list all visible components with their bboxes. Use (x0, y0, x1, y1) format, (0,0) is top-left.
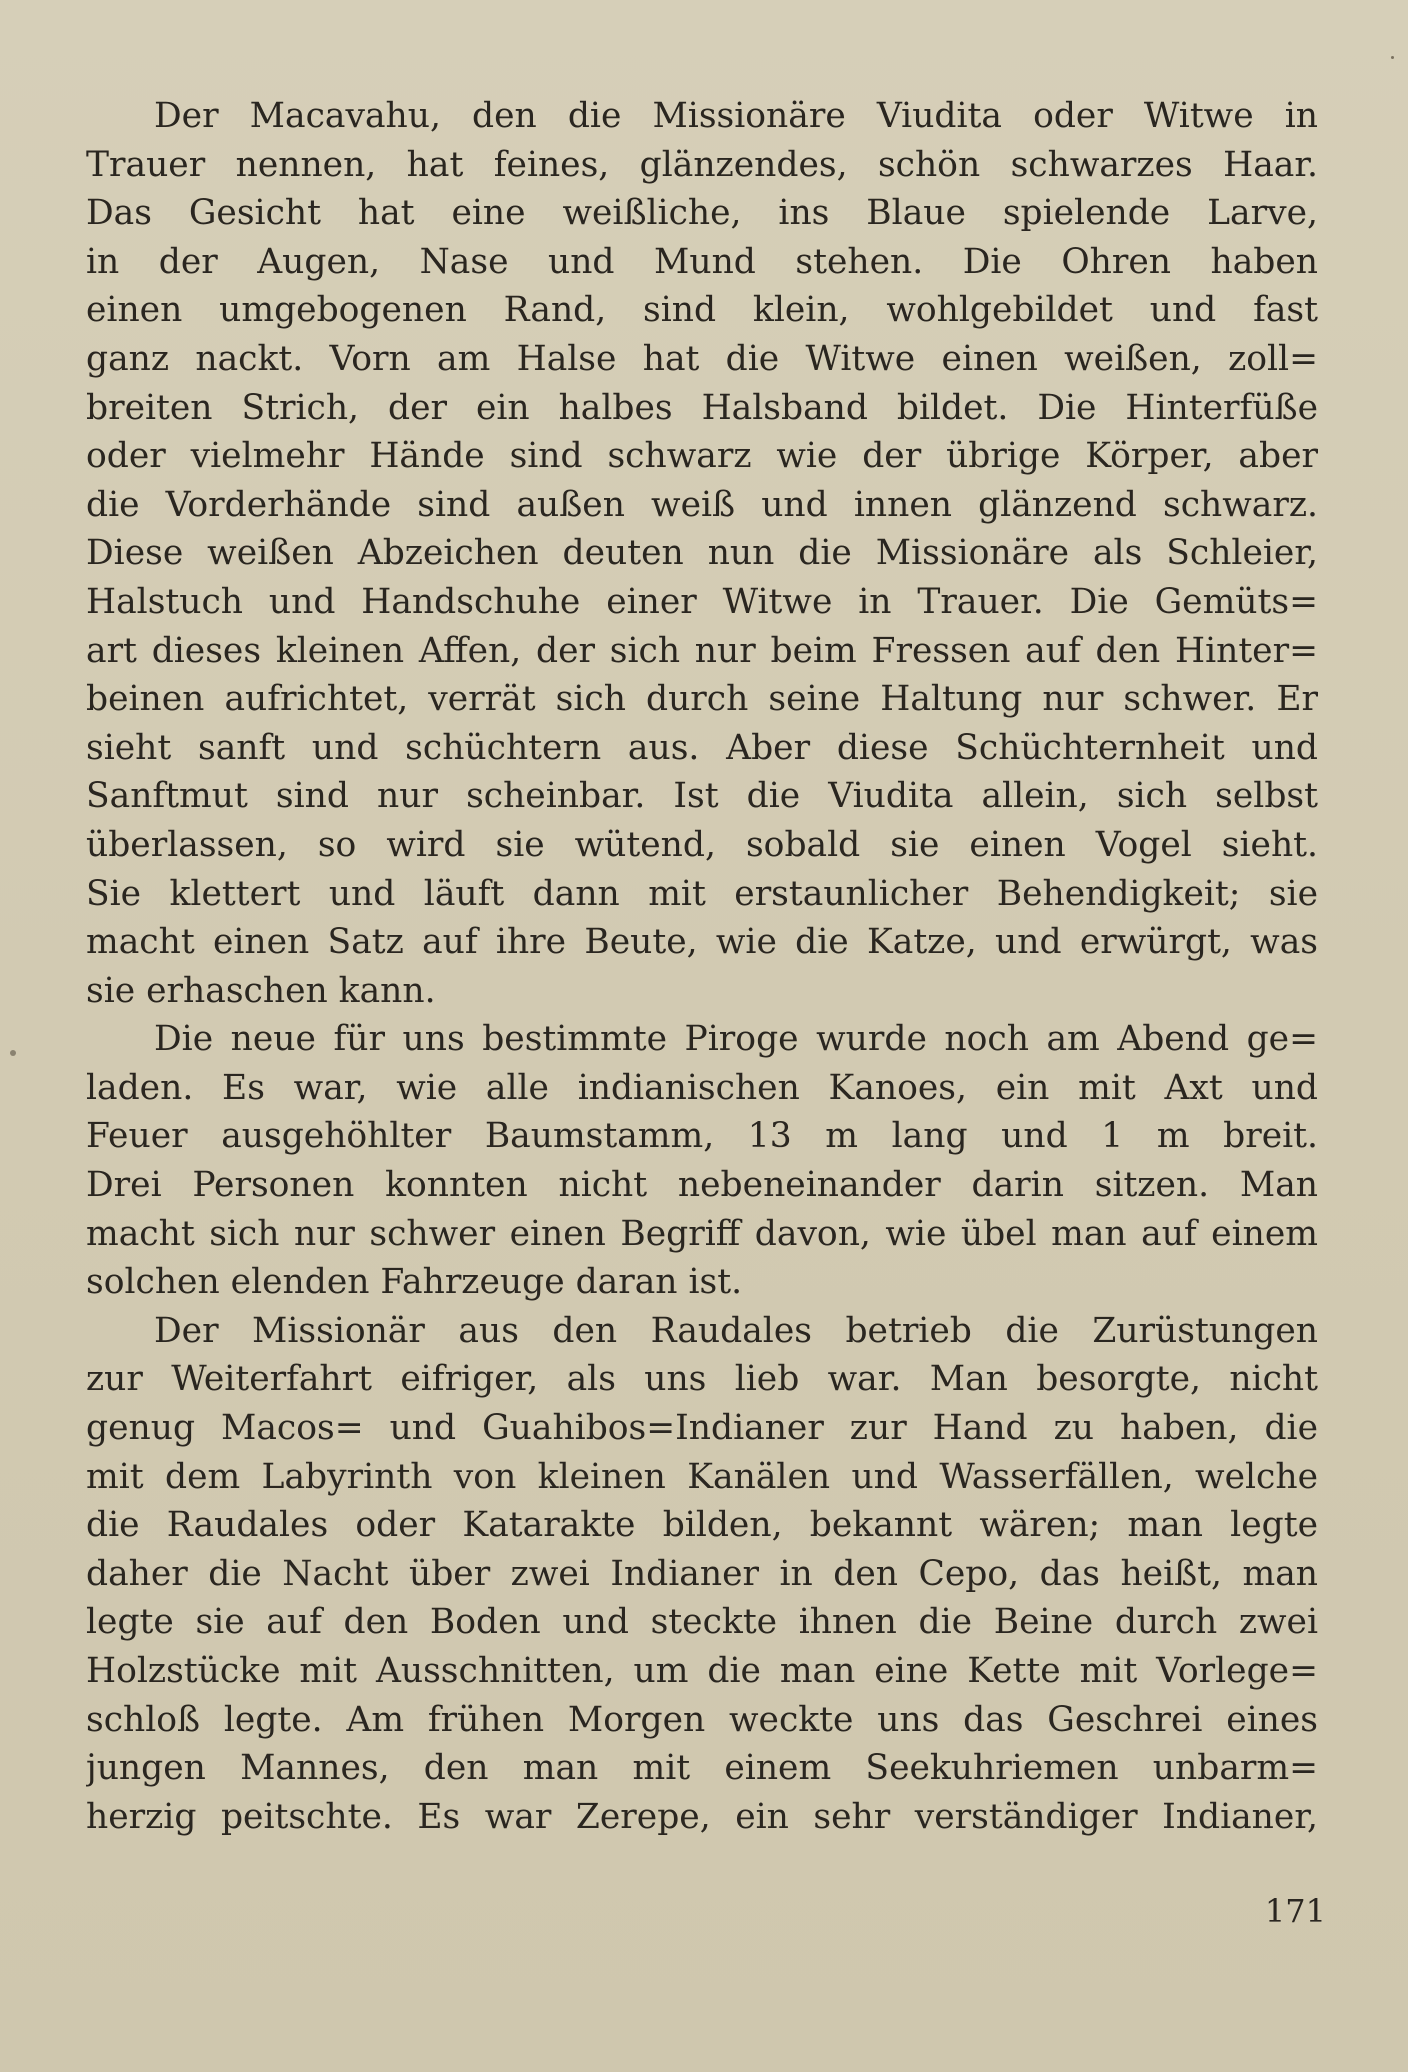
text-line: überlassen, so wird sie wütend, sobald sie einen Vogel sieht. (86, 824, 1318, 865)
text-line: Diese weißen Abzeichen deuten nun die Missionäre als Schleier, (86, 533, 1318, 574)
page-number: 171 (1264, 1892, 1326, 1930)
text-line: die Vorderhände sind außen weiß und innen glänzend schwarz. (86, 484, 1318, 525)
text-line: oder vielmehr Hände sind schwarz wie der übrige Körper, aber (86, 436, 1318, 477)
text-line: die Raudales oder Katarakte bilden, bekannt wären; man legte (86, 1505, 1318, 1546)
paper-speck (10, 1050, 16, 1056)
text-line: Holzstücke mit Ausschnitten, um die man eine Kette mit Vorlege= (86, 1651, 1318, 1691)
text-line: jungen Mannes, den man mit einem Seekuhriemen unbarm= (86, 1748, 1318, 1789)
text-line: herzig peitschte. Es war Zerepe, ein sehr verständiger Indianer, (86, 1796, 1318, 1837)
text-line: laden. Es war, wie alle indianischen Kanoes, ein mit Axt und (86, 1067, 1318, 1108)
text-line: solchen elenden Fahrzeuge daran ist. (86, 1262, 743, 1303)
text-line: macht einen Satz auf ihre Beute, wie die Katze, und erwürgt, was (86, 922, 1318, 963)
text-line: legte sie auf den Boden und steckte ihnen die Beine durch zwei (86, 1602, 1318, 1643)
text-line: Die neue für uns bestimmte Piroge wurde noch am Abend ge= (154, 1019, 1318, 1060)
text-line: macht sich nur schwer einen Begriff davon, wie übel man auf einem (86, 1213, 1318, 1254)
text-line: Sanftmut sind nur scheinbar. Ist die Viudita allein, sich selbst (86, 776, 1318, 817)
text-line: Halstuch und Handschuhe einer Witwe in Trauer. Die Gemüts= (86, 581, 1318, 622)
text-line: breiten Strich, der ein halbes Halsband bildet. Die Hinterfüße (86, 387, 1318, 428)
text-line: genug Macos= und Guahibos=Indianer zur Hand zu haben, die (86, 1408, 1318, 1449)
text-line: zur Weiterfahrt eifriger, als uns lieb war. Man besorgte, nicht (86, 1359, 1318, 1400)
text-line: daher die Nacht über zwei Indianer in den Cepo, das heißt, man (86, 1553, 1318, 1594)
text-line: Drei Personen konnten nicht nebeneinander darin sitzen. Man (86, 1165, 1318, 1206)
text-line: in der Augen, Nase und Mund stehen. Die Ohren haben (86, 241, 1318, 282)
text-line: Der Missionär aus den Raudales betrieb die Zurüstungen (154, 1310, 1318, 1351)
text-line: Feuer ausgehöhlter Baumstamm, 13 m lang und 1 m breit. (86, 1116, 1318, 1157)
text-line: Der Macavahu, den die Missionäre Viudita oder Witwe in (154, 96, 1318, 136)
text-line: sieht sanft und schüchtern aus. Aber diese Schüchternheit und (86, 727, 1318, 768)
paper-speck (1391, 56, 1394, 59)
text-line: schloß legte. Am frühen Morgen weckte uns das Geschrei eines (86, 1699, 1318, 1740)
text-line: beinen aufrichtet, verrät sich durch seine Haltung nur schwer. Er (86, 679, 1318, 720)
text-line: Das Gesicht hat eine weißliche, ins Blaue spielende Larve, (86, 193, 1318, 234)
body-text (86, 92, 1318, 1841)
text-line: einen umgebogenen Rand, sind klein, wohlgebildet und fast (86, 290, 1318, 331)
text-line: sie erhaschen kann. (86, 970, 436, 1011)
text-line: Trauer nennen, hat feines, glänzendes, schön schwarzes Haar. (86, 144, 1318, 185)
text-line: Sie klettert und läuft dann mit erstaunlicher Behendigkeit; sie (86, 873, 1318, 914)
text-line: art dieses kleinen Affen, der sich nur beim Fressen auf den Hinter= (86, 630, 1318, 671)
text-line: mit dem Labyrinth von kleinen Kanälen und Wasserfällen, welche (86, 1456, 1318, 1497)
text-line: ganz nackt. Vorn am Halse hat die Witwe einen weißen, zoll= (86, 338, 1318, 379)
